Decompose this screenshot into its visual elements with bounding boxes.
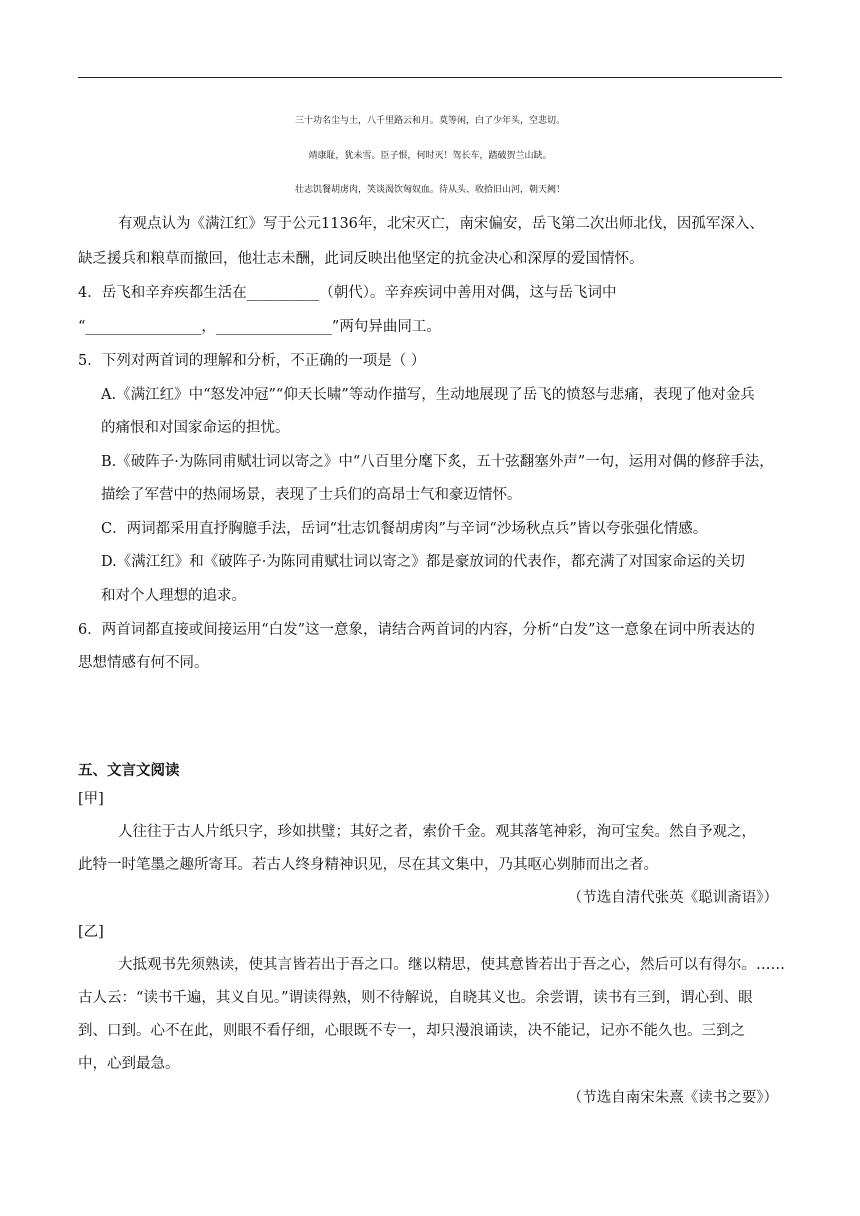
commentary-line-2: 缺乏援兵和粮草而撤回，他壮志未酬，此词反映出他坚定的抗金决心和深厚的爱国情怀。 (78, 251, 644, 267)
passage-jia-line-1: 人往往于古人片纸只字，珍如拱璧；其好之者，索价千金。观其落笔神彩，洵可宝矣。然自予观之， (118, 824, 756, 840)
passage-yi-line-4: 中，心到最急。 (78, 1056, 180, 1072)
commentary-line-1: 有观点认为《满江红》写于公元1136年，北宋灭亡，南宋偏安，岳飞第二次出师北伐，因孤军深入、 (118, 216, 764, 232)
question-6-line-1: 6．两首词都直接或间接运用“白发”这一意象，请结合两首词的内容，分析“白发”这一意象在词中所表达的 (78, 622, 755, 638)
question-6-line-2: 思想情感有何不同。 (78, 655, 209, 671)
passage-yi-line-3: 到、口到。心不在此，则眼不看仔细，心眼既不专一，却只漫浪诵读，决不能记，记亦不能久也。三到之 (78, 1023, 745, 1039)
poem-line-3: 壮志饥餐胡虏肉，笑谈渴饮匈奴血。待从头、收拾旧山河，朝天阙！ (294, 185, 565, 195)
passage-yi-line-1: 大抵观书先须熟读，使其言皆若出于吾之口。继以精思，使其意皆若出于吾之心，然后可以有得尔。…… (118, 957, 785, 973)
passage-yi-source: （节选自南宋朱熹《读书之要》） (567, 1090, 778, 1106)
option-d-line-2: 和对个人理想的追求。 (101, 588, 246, 604)
option-a-line-1: A.《满江红》中“怒发冲冠”“仰天长啸”等动作描写，生动地展现了岳飞的愤怒与悲痛，表现了他对金兵 (101, 387, 755, 403)
option-b-line-2: 描绘了军营中的热闹场景，表现了士兵们的高昂士气和豪迈情怀。 (101, 487, 522, 503)
option-b-line-1: B.《破阵子·为陈同甫赋壮词以寄之》中“八百里分麾下炙，五十弦翻塞外声”一句，运用对偶的修辞手法， (101, 454, 774, 470)
passage-yi-label: [乙] (78, 924, 104, 940)
question-4-line-1: 4．岳飞和辛弃疾都生活在__________（朝代）。辛弃疾词中善用对偶，这与岳飞词中 (78, 285, 617, 301)
question-5-stem: 5．下列对两首词的理解和分析，不正确的一项是（ ） (78, 353, 426, 369)
passage-yi-line-2: 古人云：“读书千遍，其义自见。”谓读得熟，则不待解说，自晓其义也。余尝谓，读书有三到，谓心到、眼 (78, 990, 753, 1006)
passage-jia-line-2: 此特一时笔墨之趣所寄耳。若古人终身精神识见，尽在其文集中，乃其呕心刿肺而出之者。 (78, 857, 658, 873)
option-a-line-2: 的痛恨和对国家命运的担忧。 (101, 420, 290, 436)
header-rule (78, 77, 782, 78)
option-d-line-1: D.《满江红》和《破阵子·为陈同甫赋壮词以寄之》都是豪放词的代表作，都充满了对国家命运的关切 (101, 554, 745, 570)
section-heading: 五、文言文阅读 (78, 763, 180, 779)
poem-line-1: 三十功名尘与土，八千里路云和月。莫等闲，白了少年头，空悲切。 (294, 116, 565, 126)
passage-jia-label: [甲] (78, 791, 104, 807)
passage-jia-source: （节选自清代张英《聪训斋语》） (567, 890, 778, 906)
question-4-line-2: “________________，________________”两句异曲同工。 (78, 319, 441, 335)
poem-line-2: 靖康耻，犹未雪。臣子恨，何时灭！驾长车，踏破贺兰山缺。 (308, 151, 552, 161)
option-c-line-1: C．两词都采用直抒胸臆手法，岳词“壮志饥餐胡虏肉”与辛词“沙场秋点兵”皆以夸张强化情感。 (101, 521, 708, 537)
